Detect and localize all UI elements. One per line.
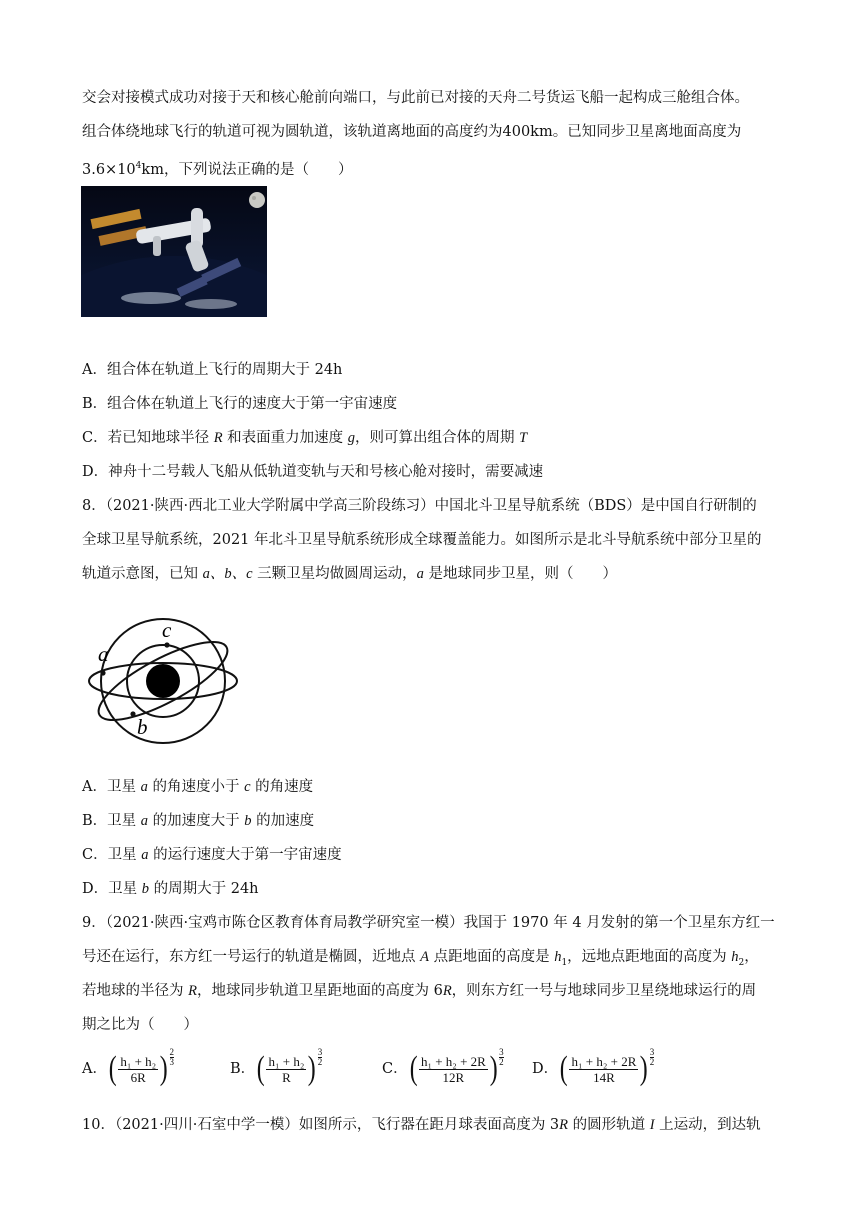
space-station-photo xyxy=(81,186,267,317)
q7-option-c[interactable]: C．若已知地球半径 R 和表面重力加速度 g，则可算出组合体的周期 T xyxy=(82,430,528,446)
q7-option-d[interactable]: D．神舟十二号载人飞船从低轨道变轨与天和号核心舱对接时，需要减速 xyxy=(82,464,544,480)
q9-option-c[interactable]: C． ( $\frac{\text{h₁ + h₂ + 2R}}{12R}$ ) 3 2 xyxy=(382,1047,504,1087)
orbit-label-c: c xyxy=(162,618,172,642)
q7-option-a[interactable]: A．组合体在轨道上飞行的周期大于 24h xyxy=(82,362,343,378)
q8-stem-line-3: 轨道示意图，已知 a、b、c 三颗卫星均做圆周运动，a 是地球同步卫星，则（ ） xyxy=(82,566,618,582)
q8-stem-line-2: 全球卫星导航系统，2021 年北斗卫星导航系统形成全球覆盖能力。如图所示是北斗导航系统中部分卫星的 xyxy=(82,532,762,548)
q7-option-b[interactable]: B．组合体在轨道上飞行的速度大于第一宇宙速度 xyxy=(82,396,398,412)
orbit-label-a: a xyxy=(98,642,109,666)
q8-option-c[interactable]: C．卫星 a 的运行速度大于第一宇宙速度 xyxy=(82,847,342,863)
q10-stem-line-1: 10．（2021·四川·石室中学一模）如图所示，飞行器在距月球表面高度为 3R 的圆形轨道 I 上运动，到达轨 xyxy=(82,1117,761,1133)
q8-stem-line-1: 8．（2021·陕西·西北工业大学附属中学高三阶段练习）中国北斗卫星导航系统（BDS）是中国自行研制的 xyxy=(82,498,757,514)
q9-option-b[interactable]: B． ( $\frac{\text{h₁ + h₂}}{R}$ ) 3 2 xyxy=(230,1047,323,1087)
q8-option-b[interactable]: B．卫星 a 的加速度大于 b 的加速度 xyxy=(82,813,315,829)
q9-option-a[interactable]: A． ( $\frac{\text{h₁ + h₂}}{6R}$ ) 2 3 xyxy=(82,1047,175,1087)
orbit-label-b: b xyxy=(137,715,148,739)
q9-stem-line-3: 若地球的半径为 R，地球同步轨道卫星距地面的高度为 6R，则东方红一号与地球同步卫星绕地球运行的周 xyxy=(82,983,757,999)
q7-stem-line-2: 组合体绕地球飞行的轨道可视为圆轨道，该轨道离地面的高度约为400km。已知同步卫星离地面高度为 xyxy=(82,124,742,140)
q7-stem-line-3: $3.6\times 10^4km$，下列说法正确的是（ ） xyxy=(82,161,353,178)
q8-option-a[interactable]: A．卫星 a 的角速度小于 c 的角速度 xyxy=(82,779,314,795)
q9-stem-line-2: 号还在运行，东方红一号运行的轨道是椭圆，近地点 A 点距地面的高度是 $h_1$，远地点距地面的高度为 $h_2$， xyxy=(82,949,759,968)
q7-stem-line-1: 交会对接模式成功对接于天和核心舱前向端口，与此前已对接的天舟二号货运飞船一起构成三舱组合体。 xyxy=(82,90,749,106)
q9-option-d[interactable]: D． ( $\frac{\text{h₁ + h₂ + 2R}}{14R}$ ) 3 2 xyxy=(532,1047,655,1087)
q8-option-d[interactable]: D．卫星 b 的周期大于 24h xyxy=(82,881,259,897)
q9-stem-line-1: 9．（2021·陕西·宝鸡市陈仓区教育体育局教学研究室一模）我国于 1970 年 4 月发射的第一个卫星东方红一 xyxy=(82,915,775,931)
space-station-illustration xyxy=(81,186,267,317)
q9-stem-line-4: 期之比为（ ） xyxy=(82,1017,198,1033)
satellite-orbit-diagram xyxy=(84,613,244,745)
